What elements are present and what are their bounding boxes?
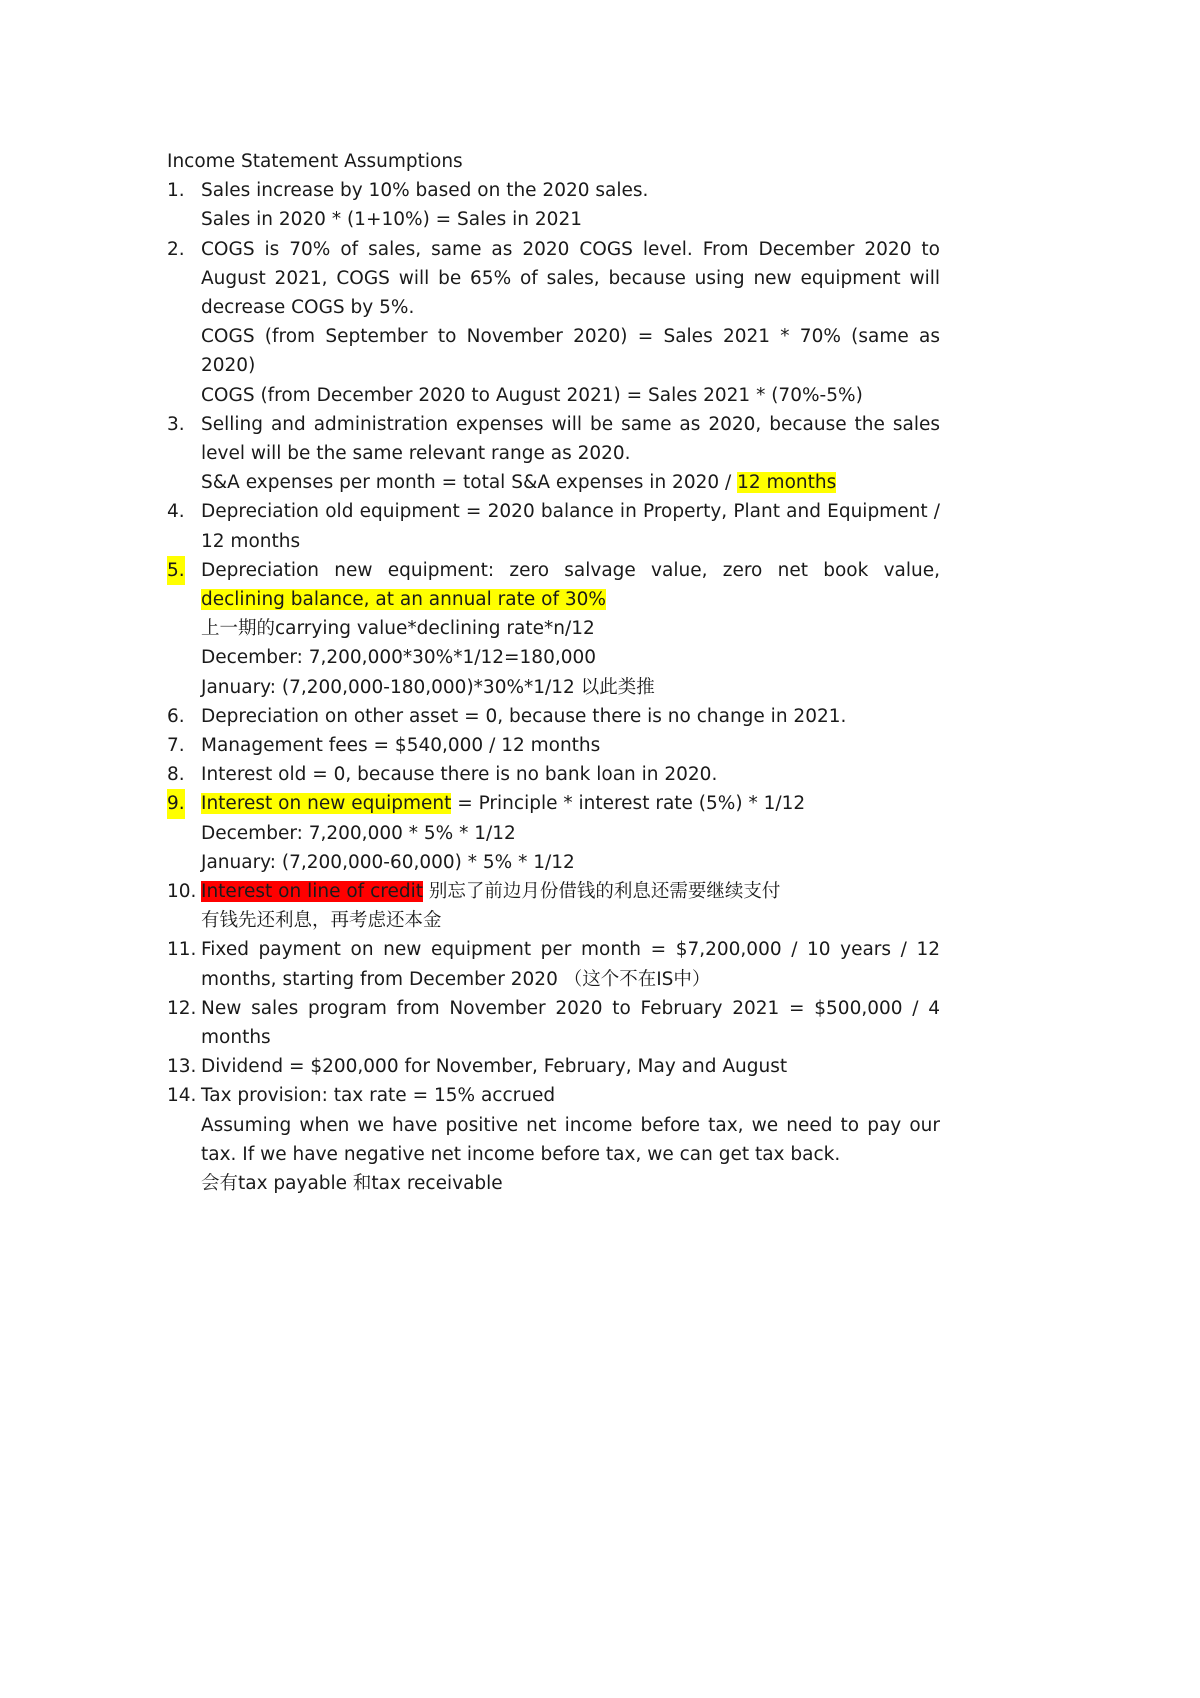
- item-number: 9.: [167, 789, 185, 818]
- document-page: [167, 147, 940, 1198]
- list-item-1: [167, 176, 940, 234]
- item-paragraph: Assuming when we have positive net income before tax, we need to pay our tax. If we have negative net income before tax, we can get tax back.: [201, 1114, 940, 1165]
- item-number: 1.: [167, 180, 185, 202]
- item-text: New sales program from November 2020 to February 2021 = $500,000 / 4 months: [201, 997, 940, 1049]
- list-item-2: [167, 235, 940, 410]
- item-text: [201, 877, 940, 906]
- item-number: 5.: [167, 556, 185, 585]
- item-text: Fixed payment on new equipment per month = $7,200,000 / 10 years / 12 months, starting from December 2020 （这个不在IS中）: [201, 939, 940, 990]
- list-item-9: [167, 789, 940, 877]
- item-number: 12.: [167, 997, 197, 1019]
- item-text: Depreciation old equipment = 2020 balance in Property, Plant and Equipment / 12 months: [201, 501, 940, 552]
- list-item-13: [167, 1052, 940, 1081]
- highlighted-text: declining balance, at an annual rate of 30%: [201, 589, 606, 611]
- item-number: 6.: [167, 705, 185, 727]
- item-text: Tax provision: tax rate = 15% accrued: [201, 1085, 556, 1107]
- list-item-6: [167, 702, 940, 731]
- item-number: 10.: [167, 881, 197, 903]
- item-text: Interest old = 0, because there is no bank loan in 2020.: [201, 764, 718, 786]
- item-formula: Sales in 2020 * (1+10%) = Sales in 2021: [201, 209, 582, 231]
- item-number: 2.: [167, 238, 185, 260]
- item-text: Depreciation on other asset = 0, because there is no change in 2021.: [201, 705, 847, 727]
- item-formula: December: 7,200,000 * 5% * 1/12: [201, 822, 516, 844]
- item-text: Dividend = $200,000 for November, February, May and August: [201, 1056, 788, 1078]
- item-text: Sales increase by 10% based on the 2020 sales.: [201, 180, 649, 202]
- highlighted-text: 12 months: [737, 472, 837, 494]
- list-item-7: [167, 731, 940, 760]
- formula-text: S&A expenses per month = total S&A expenses in 2020 /: [201, 472, 738, 494]
- list-item-12: [167, 994, 940, 1052]
- highlighted-text: Interest on new equipment: [201, 793, 452, 815]
- item-formula: 上一期的carrying value*declining rate*n/12: [201, 618, 595, 640]
- item-text: Depreciation new equipment: zero salvage value, zero net book value,: [201, 559, 940, 581]
- item-number: 14.: [167, 1085, 197, 1107]
- item-number: 4.: [167, 501, 185, 523]
- highlighted-text: Interest on line of credit: [201, 881, 423, 903]
- item-number: 8.: [167, 764, 185, 786]
- item-number: 13.: [167, 1056, 197, 1078]
- item-number: 7.: [167, 735, 185, 757]
- list-item-4: [167, 497, 940, 555]
- item-formula: [201, 468, 940, 497]
- item-note: 会有tax payable 和tax receivable: [201, 1173, 503, 1195]
- item-formula: January: (7,200,000-60,000) * 5% * 1/12: [201, 851, 575, 873]
- item-text-rest: 别忘了前边月份借钱的利息还需要继续支付: [422, 881, 781, 903]
- document-title: Income Statement Assumptions: [167, 151, 463, 172]
- item-number: 11.: [167, 939, 197, 961]
- list-item-10: [167, 877, 940, 935]
- list-item-5: [167, 556, 940, 702]
- item-formula: COGS (from December 2020 to August 2021) = Sales 2021 * (70%-5%): [201, 384, 863, 406]
- item-formula: COGS (from September to November 2020) = Sales 2021 * 70% (same as 2020): [201, 326, 940, 377]
- list-item-3: [167, 410, 940, 498]
- list-item-11: [167, 935, 940, 993]
- item-formula: December: 7,200,000*30%*1/12=180,000: [201, 647, 597, 669]
- item-text: [201, 789, 940, 818]
- item-text: COGS is 70% of sales, same as 2020 COGS level. From December 2020 to August 2021, COGS will be 65% of sales, because using new equipment will decrease COGS by 5%.: [201, 238, 940, 318]
- list-item-8: [167, 760, 940, 789]
- item-formula: January: (7,200,000-180,000)*30%*1/12 以此类推: [201, 676, 655, 698]
- item-text: Management fees = $540,000 / 12 months: [201, 735, 601, 757]
- item-text: Selling and administration expenses will be same as 2020, because the sales level will be the same relevant range as 2020.: [201, 413, 940, 465]
- list-item-14: [167, 1081, 940, 1198]
- item-text-rest: = Principle * interest rate (5%) * 1/12: [451, 793, 806, 815]
- item-number: 3.: [167, 413, 185, 435]
- item-note: 有钱先还利息，再考虑还本金: [201, 910, 442, 932]
